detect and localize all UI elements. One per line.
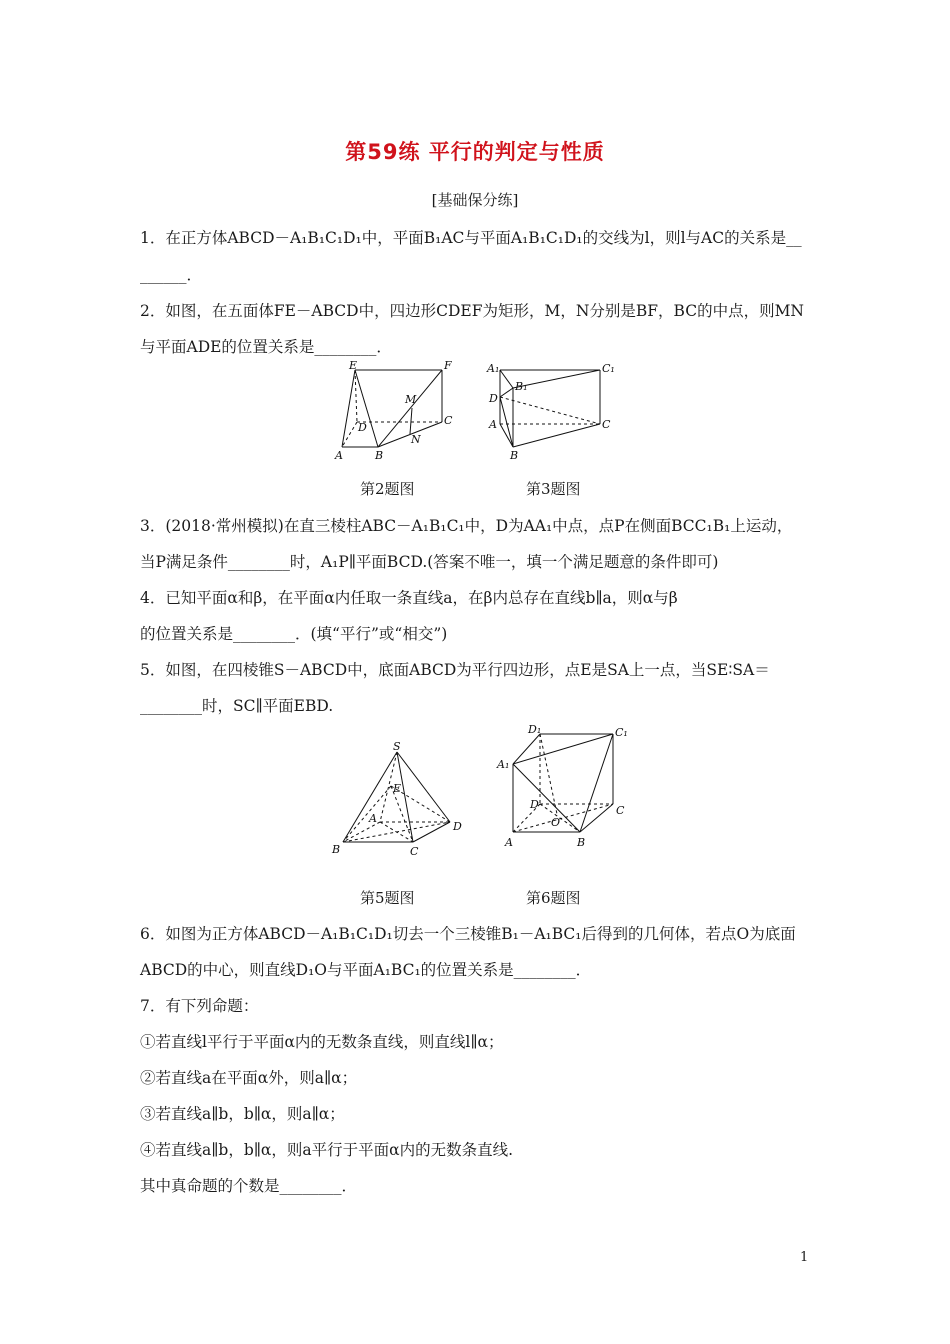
q1-line2: ______． [140, 266, 203, 284]
fig6-label-d1: D₁ [528, 723, 542, 736]
fig2-label-f: F [444, 360, 452, 372]
figure-6 [495, 722, 635, 857]
q3-line2: 当P满足条件________时，A₁P∥平面BCD.(答案不唯一，填一个满足题意的条件即可) [140, 553, 719, 571]
fig5-label-b: B [332, 843, 341, 856]
q4-line1: 4．已知平面α和β，在平面α内任取一条直线a，在β内总存在直线b∥a，则α与β [140, 589, 678, 607]
fig3-label-c1: C₁ [602, 362, 615, 375]
page-title: 第59练 平行的判定与性质 [345, 140, 605, 164]
fig2-label-m: M [405, 393, 417, 406]
figure-6-caption: 第6题图 [526, 889, 581, 907]
fig6-label-a: A [505, 836, 513, 849]
fig6-label-a1: A₁ [497, 758, 510, 771]
q7-item-3: ③若直线a∥b，b∥α，则a∥α； [140, 1105, 345, 1123]
fig2-label-b: B [375, 449, 384, 462]
fig5-label-s: S [393, 740, 401, 753]
q5-line2: ________时，SC∥平面EBD. [140, 697, 334, 715]
figure-2-caption: 第2题图 [360, 480, 415, 498]
section-heading: [基础保分练] [431, 191, 519, 209]
q2-line1: 2．如图，在五面体FE－ABCD中，四边形CDEF为矩形，M，N分别是BF，BC的中点，则MN [140, 302, 804, 320]
fig3-label-c: C [602, 418, 611, 431]
q6-line1: 6．如图为正方体ABCD－A₁B₁C₁D₁切去一个三棱锥B₁－A₁BC₁后得到的几何体，若点O为底面 [140, 925, 796, 943]
q2-line2: 与平面ADE的位置关系是________． [140, 338, 392, 356]
q6-line2: ABCD的中心，则直线D₁O与平面A₁BC₁的位置关系是________． [140, 961, 592, 979]
fig3-label-d: D [489, 392, 498, 405]
fig6-label-o: O [551, 816, 561, 829]
fig6-label-c1: C₁ [615, 726, 628, 739]
q7-question: 其中真命题的个数是________． [140, 1177, 358, 1195]
q7-intro: 7．有下列命题： [140, 997, 259, 1015]
fig5-label-e: E [393, 782, 402, 795]
q5-line1: 5．如图，在四棱锥S－ABCD中，底面ABCD为平行四边形，点E是SA上一点，当SE∶SA＝ [140, 661, 770, 679]
page-number: 1 [800, 1250, 809, 1265]
fig6-label-d: D [530, 798, 539, 811]
fig5-label-c: C [410, 845, 419, 858]
figure-2 [330, 360, 460, 465]
figure-5 [325, 740, 470, 860]
figure-3 [485, 360, 620, 465]
fig3-label-b: B [510, 449, 519, 462]
fig3-label-a1: A₁ [487, 362, 500, 375]
fig2-label-n: N [411, 433, 421, 446]
figure-5-caption: 第5题图 [360, 889, 415, 907]
q4-line2: 的位置关系是________．(填“平行”或“相交”) [140, 625, 448, 643]
fig6-label-b: B [577, 836, 586, 849]
fig3-label-b1: B₁ [515, 380, 528, 393]
fig2-label-c: C [444, 414, 453, 427]
q7-item-1: ①若直线l平行于平面α内的无数条直线，则直线l∥α； [140, 1033, 504, 1051]
fig2-label-e: E [349, 360, 358, 372]
figure-3-caption: 第3题图 [526, 480, 581, 498]
fig2-label-a: A [335, 449, 343, 462]
q1-line1: 1．在正方体ABCD－A₁B₁C₁D₁中，平面B₁AC与平面A₁B₁C₁D₁的交线为l，则l与AC的关系是__ [140, 229, 802, 247]
fig5-label-a: A [369, 812, 377, 825]
q7-item-4: ④若直线a∥b，b∥α，则a平行于平面α内的无数条直线. [140, 1141, 514, 1159]
fig2-label-d: D [358, 421, 367, 434]
q3-line1: 3．(2018·常州模拟)在直三棱柱ABC－A₁B₁C₁中，D为AA₁中点，点P在侧面BCC₁B₁上运动， [140, 517, 793, 535]
fig6-label-c: C [616, 804, 625, 817]
q7-item-2: ②若直线a在平面α外，则a∥α； [140, 1069, 358, 1087]
fig3-label-a: A [489, 418, 497, 431]
fig5-label-d: D [453, 820, 462, 833]
